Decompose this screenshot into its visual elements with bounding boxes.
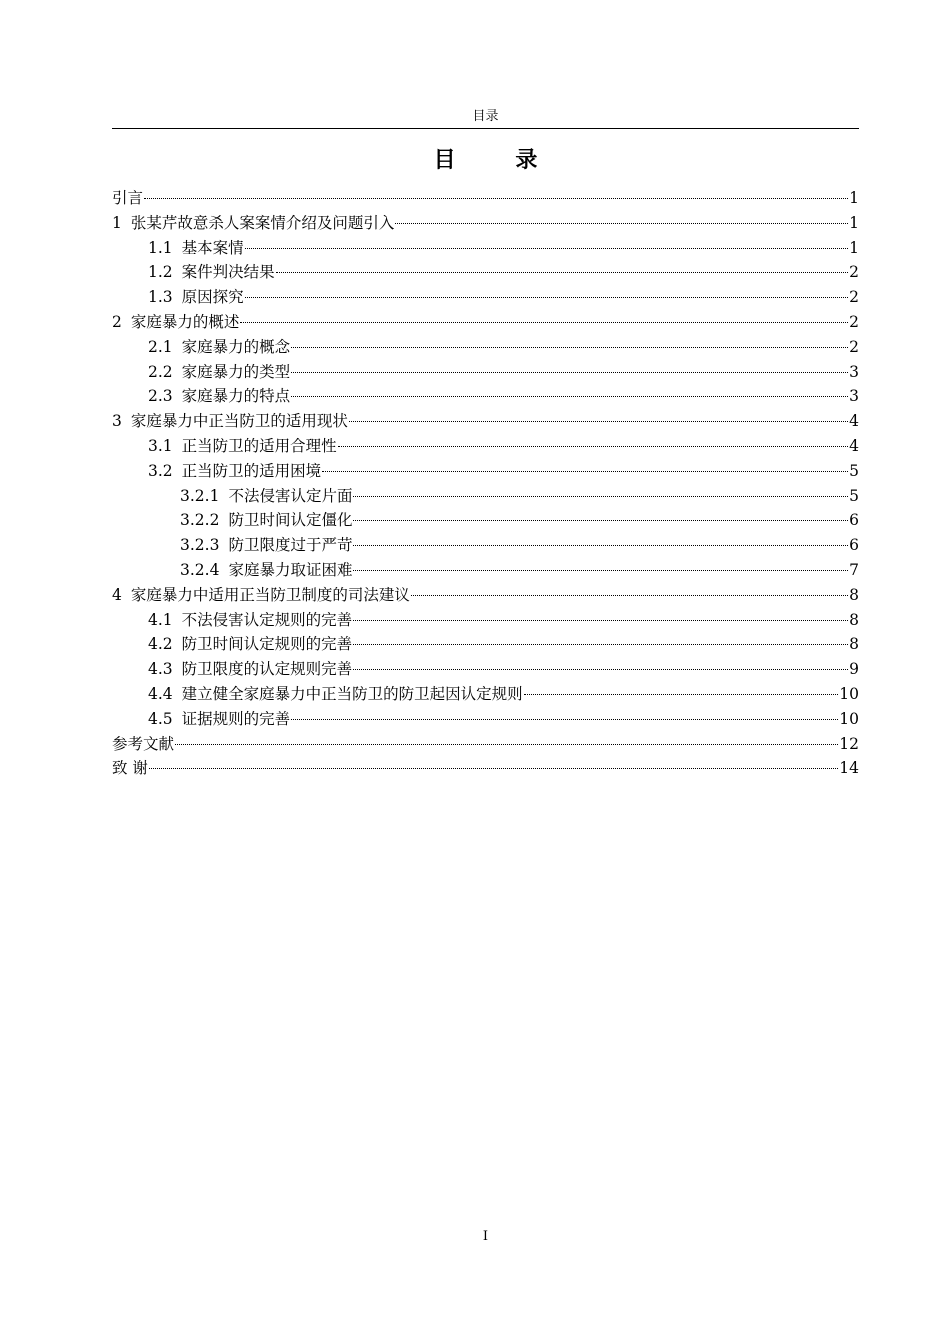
toc-entry[interactable] (112, 236, 859, 261)
toc-dot-leader (524, 694, 839, 695)
toc-dot-leader (338, 446, 848, 447)
toc-entry[interactable] (112, 732, 859, 757)
toc-entry-title: 建立健全家庭暴力中正当防卫的防卫起因认定规则 (181, 684, 523, 703)
toc-entry-title: 致 谢 (112, 759, 148, 778)
toc-entry[interactable] (112, 682, 859, 707)
toc-entry-number: 2 (112, 312, 122, 331)
toc-entry-number: 4.5 (148, 709, 173, 728)
toc-entry[interactable] (112, 186, 859, 211)
toc-entry-page: 4 (849, 436, 859, 455)
toc-entry[interactable] (112, 285, 859, 310)
toc-dot-leader (353, 669, 848, 670)
toc-entry[interactable] (112, 657, 859, 682)
toc-entry-number: 4 (112, 585, 122, 604)
toc-entry[interactable] (112, 335, 859, 360)
toc-dot-leader (353, 496, 848, 497)
toc-entry-number: 2.2 (148, 362, 173, 381)
toc-entry-number: 3.1 (148, 436, 173, 455)
toc-dot-leader (240, 322, 848, 323)
toc-entry-number: 1.2 (148, 263, 173, 282)
toc-entry-page: 6 (849, 536, 859, 555)
toc-entry-page: 8 (849, 585, 859, 604)
toc-entry[interactable] (112, 707, 859, 732)
toc-entry-title: 防卫限度的认定规则完善 (181, 660, 353, 679)
toc-entry[interactable] (112, 434, 859, 459)
toc-entry-number: 4.1 (148, 610, 173, 629)
toc-dot-leader (353, 520, 848, 521)
toc-entry-title: 家庭暴力的类型 (181, 362, 291, 381)
toc-entry-title: 不法侵害认定片面 (228, 486, 353, 505)
toc-dot-leader (349, 421, 848, 422)
toc-entry-title: 案件判决结果 (181, 263, 275, 282)
toc-entry-title: 防卫时间认定僵化 (228, 511, 353, 530)
toc-entry-page: 6 (849, 511, 859, 530)
toc-entry[interactable] (112, 459, 859, 484)
toc-entry-page: 9 (849, 660, 859, 679)
toc-entry-page: 10 (839, 709, 859, 728)
toc-entry-page: 8 (849, 635, 859, 654)
toc-dot-leader (411, 595, 848, 596)
toc-dot-leader (291, 347, 848, 348)
toc-title: 目 录 (433, 148, 564, 173)
toc-entry-page: 12 (839, 734, 859, 753)
toc-dot-leader (276, 272, 848, 273)
toc-entry-page: 3 (849, 362, 859, 381)
toc-entry-number: 3.2.3 (180, 536, 220, 555)
toc-dot-leader (395, 223, 848, 224)
toc-entry-page: 3 (849, 387, 859, 406)
toc-entry-title: 防卫时间认定规则的完善 (181, 635, 353, 654)
toc-entry-number: 4.4 (148, 684, 173, 703)
toc-entry-number: 4.2 (148, 635, 173, 654)
toc-entry-page: 2 (849, 288, 859, 307)
toc-entry[interactable] (112, 608, 859, 633)
toc-entry[interactable] (112, 310, 859, 335)
toc-entry-page: 1 (849, 189, 859, 207)
toc-dot-leader (353, 545, 848, 546)
toc-entry[interactable] (112, 384, 859, 409)
toc-dot-leader (175, 744, 838, 745)
toc-entry-page: 7 (849, 560, 859, 579)
toc-entry-number: 3.2.2 (180, 511, 220, 530)
toc-entry-title: 家庭暴力中适用正当防卫制度的司法建议 (130, 585, 410, 604)
toc-entry[interactable] (112, 508, 859, 533)
toc-entry-page: 8 (849, 610, 859, 629)
running-header: 目录 (472, 109, 499, 124)
toc-dot-leader (245, 248, 848, 249)
toc-entry-number: 3.2.4 (180, 560, 220, 579)
toc-entry-title: 家庭暴力取证困难 (228, 560, 353, 579)
toc-dot-leader (353, 644, 848, 645)
toc-entry-page: 5 (849, 461, 859, 480)
toc-entry[interactable] (112, 360, 859, 385)
toc-entry-number: 4.3 (148, 660, 173, 679)
toc-entry-title: 家庭暴力中正当防卫的适用现状 (130, 412, 348, 431)
toc-entry-page: 1 (849, 213, 859, 232)
toc-entry-title: 正当防卫的适用困境 (181, 461, 322, 480)
toc-entry-title: 家庭暴力的概述 (130, 312, 240, 331)
toc-entry-title: 参考文献 (112, 734, 175, 753)
header-rule (112, 128, 859, 129)
toc-dot-leader (353, 570, 848, 571)
toc-entry-number: 1 (112, 213, 122, 232)
toc-entry-title: 正当防卫的适用合理性 (181, 436, 337, 455)
toc-entry-title: 家庭暴力的概念 (181, 337, 291, 356)
toc-entry-title: 张某芹故意杀人案案情介绍及问题引入 (130, 213, 395, 232)
table-of-contents (112, 186, 859, 781)
toc-entry[interactable] (112, 583, 859, 608)
toc-entry-title: 原因探究 (181, 288, 244, 307)
toc-entry-number: 3.2 (148, 461, 173, 480)
toc-entry-page: 1 (849, 238, 859, 257)
toc-entry[interactable] (112, 756, 859, 781)
toc-entry-page: 2 (849, 337, 859, 356)
toc-entry-page: 14 (839, 759, 859, 778)
toc-dot-leader (144, 198, 848, 199)
toc-entry-page: 2 (849, 312, 859, 331)
toc-entry-page: 5 (849, 486, 859, 505)
toc-entry-number: 2.1 (148, 337, 173, 356)
toc-entry-title: 防卫限度过于严苛 (228, 536, 353, 555)
toc-entry-page: 4 (849, 412, 859, 431)
toc-entry[interactable] (112, 484, 859, 509)
toc-entry[interactable] (112, 409, 859, 434)
toc-dot-leader (291, 396, 848, 397)
toc-entry-number: 3 (112, 412, 122, 431)
toc-entry[interactable] (112, 533, 859, 558)
toc-entry[interactable] (112, 558, 859, 583)
toc-entry-title: 家庭暴力的特点 (181, 387, 291, 406)
toc-dot-leader (245, 297, 848, 298)
toc-entry-title: 引言 (112, 189, 144, 207)
toc-entry-title: 证据规则的完善 (181, 709, 291, 728)
toc-entry-page: 2 (849, 263, 859, 282)
toc-dot-leader (149, 768, 838, 769)
toc-entry[interactable] (112, 211, 859, 236)
toc-dot-leader (291, 719, 838, 720)
toc-entry-number: 1.1 (148, 238, 173, 257)
toc-dot-leader (291, 372, 848, 373)
toc-entry-title: 基本案情 (181, 238, 244, 257)
toc-entry[interactable] (112, 632, 859, 657)
toc-entry[interactable] (112, 260, 859, 285)
footer-page-number: I (482, 1229, 489, 1244)
toc-entry-title: 不法侵害认定规则的完善 (181, 610, 353, 629)
toc-entry-number: 2.3 (148, 387, 173, 406)
toc-dot-leader (353, 620, 848, 621)
toc-dot-leader (322, 471, 848, 472)
toc-entry-page: 10 (839, 684, 859, 703)
toc-entry-number: 3.2.1 (180, 486, 220, 505)
toc-entry-number: 1.3 (148, 288, 173, 307)
